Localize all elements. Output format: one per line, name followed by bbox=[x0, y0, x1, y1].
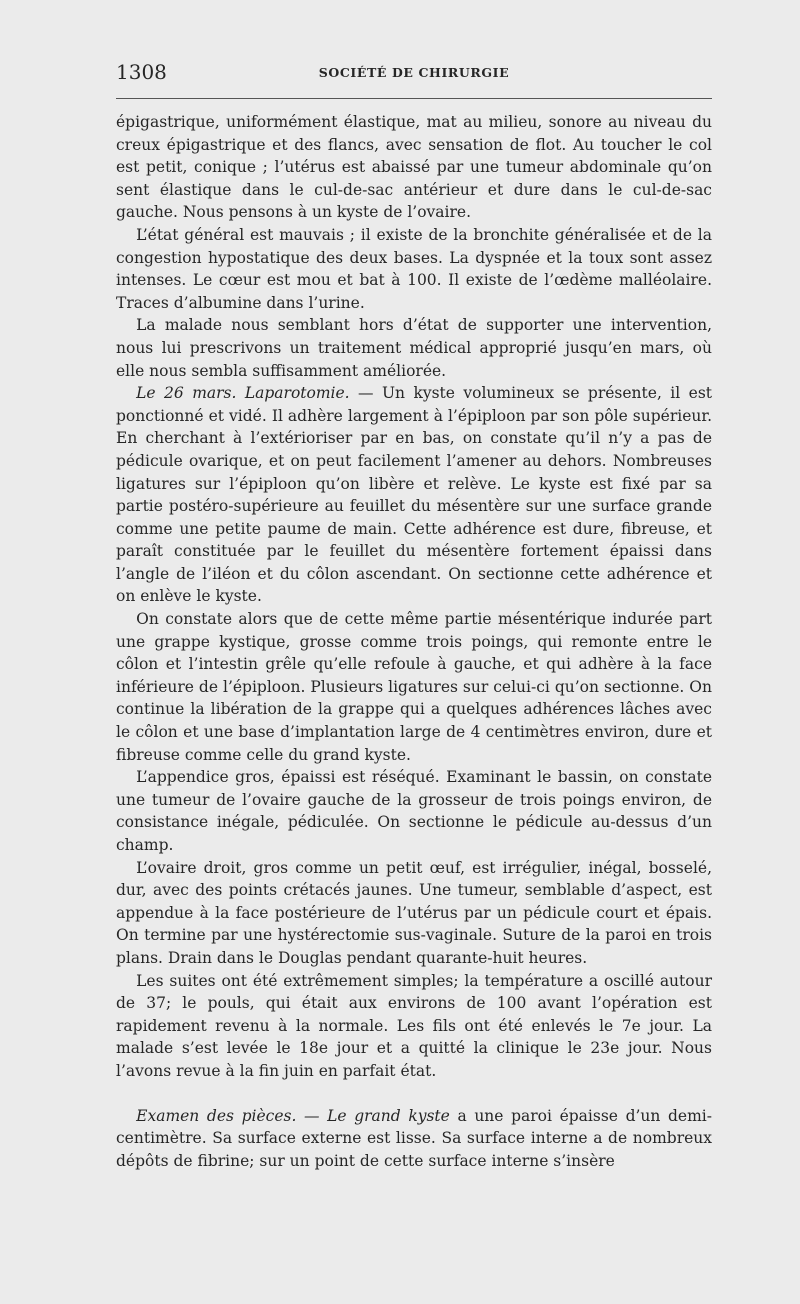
paragraph: On constate alors que de cette même partie mésentérique indurée part une grappe kystique, grosse comme trois poings, qui remonte entre le côlon et l’intestin grêle qu’elle refoule à gauche, et qui adhère à la face inférieure de l’épiploon. Plusieurs ligatures sur celui-ci qu’on sectionne. On continue la libération de la grappe qui a quelques adhérences lâches avec le côlon et une base d’implantation large de 4 centimètres environ, dure et fibreuse comme celle du grand kyste. bbox=[116, 610, 712, 764]
header-rule bbox=[116, 98, 712, 99]
paragraph-text: a une paroi épaisse d’un demi-centimètre. Sa surface externe est lisse. Sa surface interne a de nombreux dépôts de fibrine; sur un point de cette surface interne s’insère bbox=[116, 1106, 712, 1170]
paragraph: épigastrique, uniformément élastique, mat au milieu, sonore au niveau du creux épigastrique et des flancs, avec sensation de flot. Au toucher le col est petit, conique ; l’utérus est abaissé par une tumeur abdominale qu’on sent élastique dans le cul-de-sac antérieur et dure dans le cul-de-sac gauche. Nous pensons à un kyste de l’ovaire. bbox=[116, 113, 712, 222]
paragraph-lead: Le 26 mars. Laparotomie. bbox=[136, 384, 350, 403]
body-text bbox=[116, 111, 712, 1172]
paragraph-lead: Examen des pièces. — Le grand kyste bbox=[136, 1106, 450, 1125]
page-number: 1308 bbox=[116, 60, 167, 84]
paragraph: L’ovaire droit, gros comme un petit œuf, est irrégulier, inégal, bosselé, dur, avec des points crétacés jaunes. Une tumeur, semblable d’aspect, est appendue à la face postérieure de l’utérus par un pédicule court et épais. On termine par une hystérectomie sus-vaginale. Suture de la paroi en trois plans. Drain dans le Douglas pendant quarante-huit heures. bbox=[116, 858, 712, 967]
paragraph: L’appendice gros, épaissi est réséqué. Examinant le bassin, on constate une tumeur de l’ovaire gauche de la grosseur de trois poings environ, de consistance inégale, pédiculée. On sectionne le pédicule au-dessus d’un champ. bbox=[116, 768, 712, 854]
paragraph-text: — Un kyste volumineux se présente, il est ponctionné et vidé. Il adhère largement à l’épiploon par son pôle supérieur. En cherchant à l’extérioriser par en bas, on constate qu’il n’y a pas de pédicule ovarique, et on peut facilement l’amener au dehors. Nombreuses ligatures sur l’épiploon qu’on libère et relève. Le kyste est fixé par sa partie postéro-supérieure au feuillet du mésentère sur une surface grande comme une petite paume de main. Cette adhérence est dure, fibreuse, et paraît constituée par le feuillet du mésentère fortement épaissi dans l’angle de l’iléon et du côlon ascendant. On sectionne cette adhérence et on enlève le kyste. bbox=[116, 384, 713, 606]
paragraph: L’état général est mauvais ; il existe de la bronchite généralisée et de la congestion hypostatique des deux bases. La dyspnée et la toux sont assez intenses. Le cœur est mou et bat à 100. Il existe de l’œdème malléolaire. Traces d’albumine dans l’urine. bbox=[116, 225, 712, 312]
paragraph bbox=[116, 1105, 712, 1173]
paragraph: Les suites ont été extrêmement simples; la température a oscillé autour de 37; le pouls, qui était aux environs de 100 avant l’opération est rapidement revenu à la normale. Les fils ont été enlevés le 7e jour. La malade s’est levée le 18e jour et a quitté la clinique le 23e jour. Nous l’avons revue à la fin juin en parfait état. bbox=[116, 971, 712, 1080]
running-title: SOCIÉTÉ DE CHIRURGIE bbox=[318, 65, 510, 80]
paragraph bbox=[116, 382, 712, 608]
paragraph: La malade nous semblant hors d’état de supporter une intervention, nous lui prescrivons un traitement médical approprié jusqu’en mars, où elle nous sembla suffisamment améliorée. bbox=[116, 316, 712, 380]
page-header bbox=[116, 56, 712, 88]
